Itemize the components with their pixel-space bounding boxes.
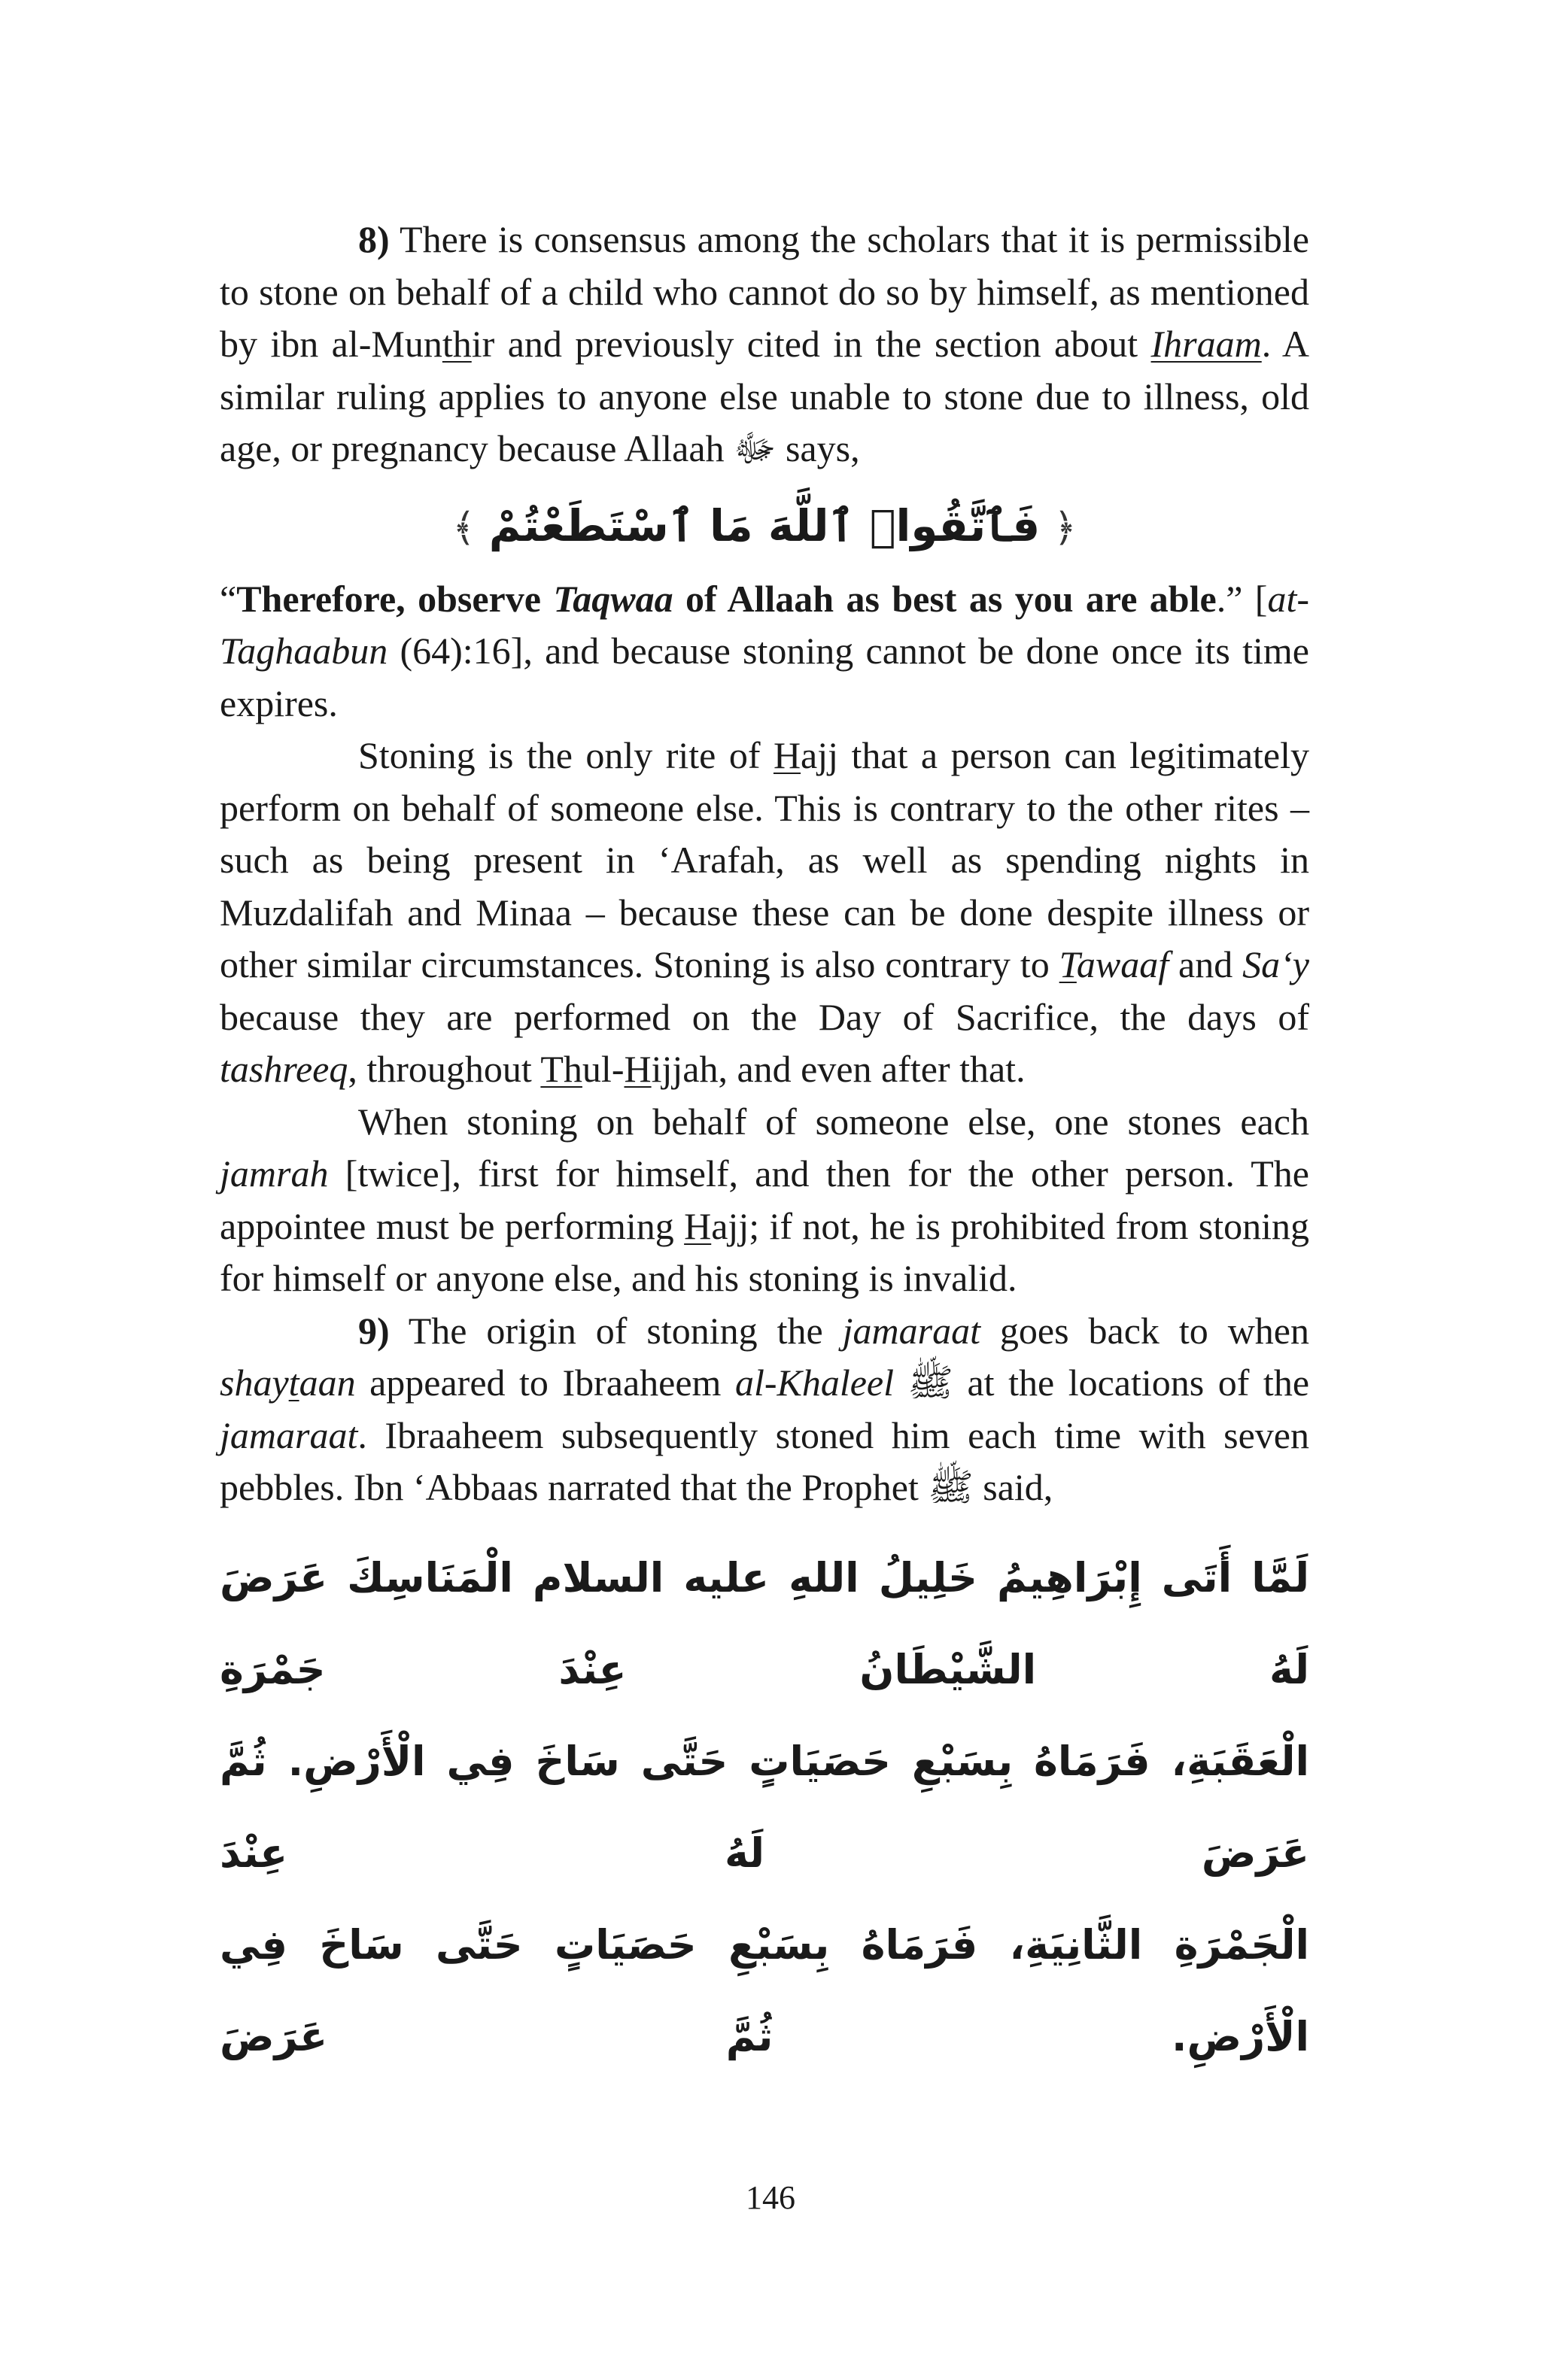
text-run: ajj that a person can legitimately perform on behalf of someone else. This is contrary to the other rites – such as being present in ‘Arafah, as well as spending nights in Muzdalifah and Minaa – because these can be done despite illness or other similar circumstances. Stoning is also contrary to (220, 734, 1309, 985)
point-number: 8) (358, 218, 390, 260)
paragraph-8 (220, 214, 1309, 475)
text-run: When stoning on behalf of someone else, one stones each (358, 1100, 1309, 1143)
text-run: , throughout (348, 1048, 541, 1090)
italic-term: jamaraat (220, 1413, 358, 1456)
text-run: ul- (582, 1048, 625, 1090)
underlined-run: th (442, 323, 472, 365)
bold-italic-term: Taqwaa (553, 577, 673, 620)
text-run: ir and previously cited in the section about (471, 323, 1151, 365)
hadith-line: الْعَقَبَةِ، فَرَمَاهُ بِسَبْعِ حَصَيَاتٍ حَتَّى سَاخَ فِي الْأَرْضِ. ثُمَّ عَرَضَ لَهُ عِنْدَ (220, 1737, 1309, 1877)
quran-verse (220, 492, 1309, 564)
text-run: (64):16], and because stoning cannot be done once its time expires. (220, 630, 1309, 724)
italic-term: Ihraam (1150, 323, 1262, 365)
surah-name: at-Taghaabun (220, 577, 1310, 672)
paragraph-9 (220, 1305, 1309, 1514)
text-run: said, (973, 1466, 1053, 1508)
italic-term: aan (299, 1362, 356, 1404)
text-run: ajj; if not, he is prohibited from stoning for himself or anyone else, and his stoning is invalid. (220, 1204, 1309, 1299)
underlined-run: H (773, 734, 801, 776)
text-run: goes back to when (980, 1309, 1309, 1352)
italic-term: al-Khaleel (734, 1362, 895, 1404)
quote-mark: “ (220, 577, 237, 620)
text-run: and (1169, 943, 1243, 985)
italic-term: shay (220, 1362, 289, 1404)
page-body (220, 214, 1309, 2083)
bold-run: of Allaah as best as you are able (673, 577, 1217, 620)
paragraph-on-behalf (220, 1096, 1309, 1305)
text-run: says, (776, 427, 860, 469)
italic-term: tashreeq (220, 1048, 348, 1090)
point-number: 9) (358, 1309, 390, 1352)
text-run: appeared to Ibraaheem (355, 1362, 735, 1404)
text-run: because they are performed on the Day of Sacrifice, the days of (220, 995, 1309, 1038)
underlined-run: Th (540, 1048, 582, 1090)
underlined-italic-run: t (288, 1362, 299, 1404)
verse-translation (220, 573, 1309, 730)
ornament-bracket-icon: ﴾ (452, 505, 476, 551)
underlined-run: H (684, 1204, 712, 1247)
text-run: There is consensus among the scholars that it is permissible to stone on behalf of a child who cannot do so by himself, as mentioned by ibn al-Mun (220, 218, 1309, 365)
underlined-run: H (624, 1048, 652, 1090)
text-run: . A similar ruling applies to anyone else unable to stone due to illness, old age, or pregnancy because Allaah (220, 323, 1309, 469)
bold-run: Therefore, observe (236, 577, 554, 620)
hadith-arabic (220, 1532, 1309, 2083)
ornament-bracket-icon: ﴿ (1053, 505, 1077, 551)
honorific-icon: ﷻ (734, 427, 777, 469)
text-run: [twice], first for himself, and then for the other person. The appointee must be performing (220, 1152, 1309, 1247)
quran-verse-text: فَٱتَّقُوا۟ ٱللَّهَ مَا ٱسْتَطَعْتُمْ (488, 499, 1041, 551)
text-run: ijjah, and even after that. (651, 1048, 1026, 1090)
hadith-line: الْجَمْرَةِ الثَّانِيَةِ، فَرَمَاهُ بِسَبْعِ حَصَيَاتٍ حَتَّى سَاخَ فِي الْأَرْضِ. ثُمَّ عَرَضَ (220, 1920, 1309, 2060)
italic-term: awaaf (1076, 943, 1169, 985)
honorific-icon: ﷺ (907, 1362, 953, 1404)
text-run: at the locations of the (953, 1362, 1310, 1404)
text-run: Stoning is the only rite of (358, 734, 774, 776)
paragraph-stoning-rite (220, 730, 1309, 1096)
hadith-line: لَمَّا أَتَى إِبْرَاهِيمُ خَلِيلُ اللهِ عليه السلام الْمَنَاسِكَ عَرَضَ لَهُ الشَّيْطَانُ عِنْدَ جَمْرَةِ (220, 1553, 1309, 1693)
honorific-icon: ﷺ (928, 1466, 974, 1508)
text-run: . Ibraaheem subsequently stoned him each time with seven pebbles. Ibn ‘Abbaas narrated that the Prophet (220, 1413, 1309, 1508)
italic-term: jamrah (220, 1152, 329, 1195)
italic-term: Sa‘y (1242, 943, 1309, 985)
text-run: .” [ (1216, 577, 1268, 620)
underlined-italic-run: T (1059, 943, 1077, 985)
italic-term: jamaraat (842, 1309, 980, 1352)
text-run: The origin of stoning the (389, 1309, 843, 1352)
page-number: 146 (746, 2179, 795, 2216)
